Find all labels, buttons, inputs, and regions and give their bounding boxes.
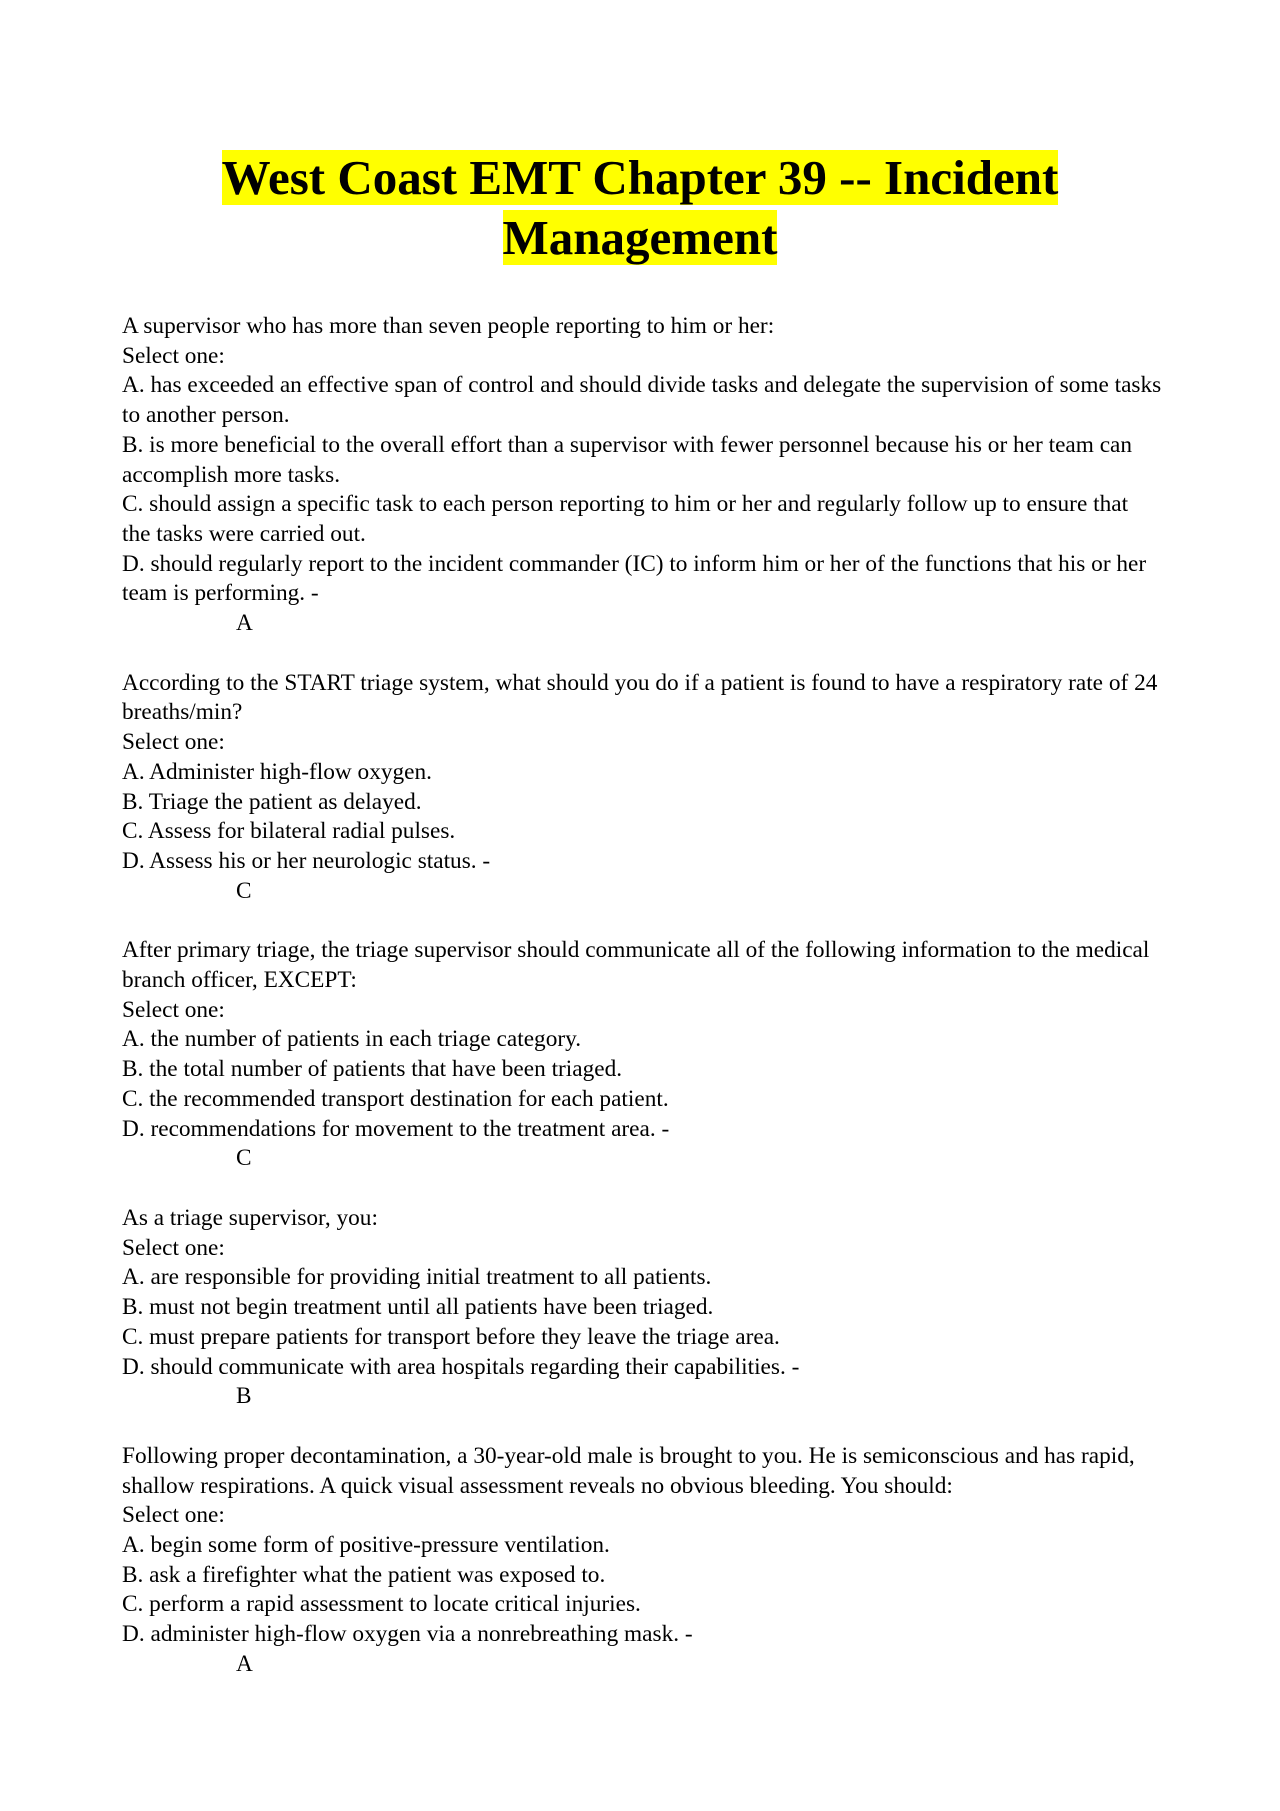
select-one-label: Select one: — [122, 996, 225, 1023]
answer-key: C — [236, 877, 252, 904]
question-stem: A supervisor who has more than seven people reporting to him or her: — [122, 313, 775, 339]
option-d: D. Assess his or her neurologic status. - — [122, 847, 491, 874]
question-block — [122, 669, 1162, 907]
select-one-label: Select one: — [122, 1234, 225, 1261]
question-block — [122, 1204, 1162, 1412]
option-c: C. Assess for bilateral radial pulses. — [122, 818, 456, 845]
option-d: D. recommendations for movement to the treatment area. - — [122, 1115, 670, 1142]
option-b: B. is more beneficial to the overall effort than a supervisor with fewer personnel because his or her team can accomplish more tasks. — [122, 431, 1133, 488]
question-list — [122, 312, 1162, 1710]
title-line-2: Management — [502, 210, 778, 265]
option-d: D. should regularly report to the incident commander (IC) to inform him or her of the functions that his or her team is performing. - — [122, 550, 1147, 607]
option-a: A. the number of patients in each triage category. — [122, 1026, 582, 1053]
answer-key: C — [236, 1145, 252, 1172]
option-b: B. must not begin treatment until all patients have been triaged. — [122, 1294, 714, 1321]
question-stem: After primary triage, the triage supervisor should communicate all of the following information to the medical branch officer, EXCEPT: — [122, 937, 1150, 994]
document-title — [0, 148, 1280, 268]
option-a: A. begin some form of positive-pressure ventilation. — [122, 1532, 610, 1559]
question-stem: According to the START triage system, what should you do if a patient is found to have a respiratory rate of 24 breaths/min? — [122, 669, 1158, 726]
question-block — [122, 936, 1162, 1174]
question-block — [122, 312, 1162, 639]
answer-key: A — [236, 1650, 253, 1677]
option-a: A. has exceeded an effective span of control and should divide tasks and delegate the supervision of some tasks to another person. — [122, 372, 1162, 429]
option-d: D. administer high-flow oxygen via a nonrebreathing mask. - — [122, 1621, 693, 1648]
answer-key: B — [236, 1383, 252, 1410]
select-one-label: Select one: — [122, 342, 225, 369]
option-c: C. should assign a specific task to each person reporting to him or her and regularly follow up to ensure that the tasks were carried out. — [122, 491, 1129, 547]
option-b: B. ask a firefighter what the patient was exposed to. — [122, 1561, 606, 1588]
option-b: B. Triage the patient as delayed. — [122, 788, 422, 815]
option-a: A. Administer high-flow oxygen. — [122, 758, 432, 785]
option-a: A. are responsible for providing initial treatment to all patients. — [122, 1264, 712, 1291]
option-c: C. must prepare patients for transport before they leave the triage area. — [122, 1323, 780, 1350]
select-one-label: Select one: — [122, 729, 225, 756]
select-one-label: Select one: — [122, 1502, 225, 1529]
answer-key: A — [236, 610, 253, 637]
option-d: D. should communicate with area hospitals regarding their capabilities. - — [122, 1353, 800, 1380]
question-stem: Following proper decontamination, a 30-year-old male is brought to you. He is semiconscious and has rapid, shallow respirations. A quick visual assessment reveals no obvious bleeding. You should: — [122, 1442, 1135, 1499]
title-line-1: West Coast EMT Chapter 39 -- Incident — [221, 150, 1059, 205]
question-block — [122, 1442, 1162, 1680]
option-b: B. the total number of patients that have been triaged. — [122, 1056, 623, 1083]
option-c: C. perform a rapid assessment to locate critical injuries. — [122, 1591, 641, 1618]
question-stem: As a triage supervisor, you: — [122, 1204, 378, 1231]
option-c: C. the recommended transport destination for each patient. — [122, 1085, 669, 1112]
